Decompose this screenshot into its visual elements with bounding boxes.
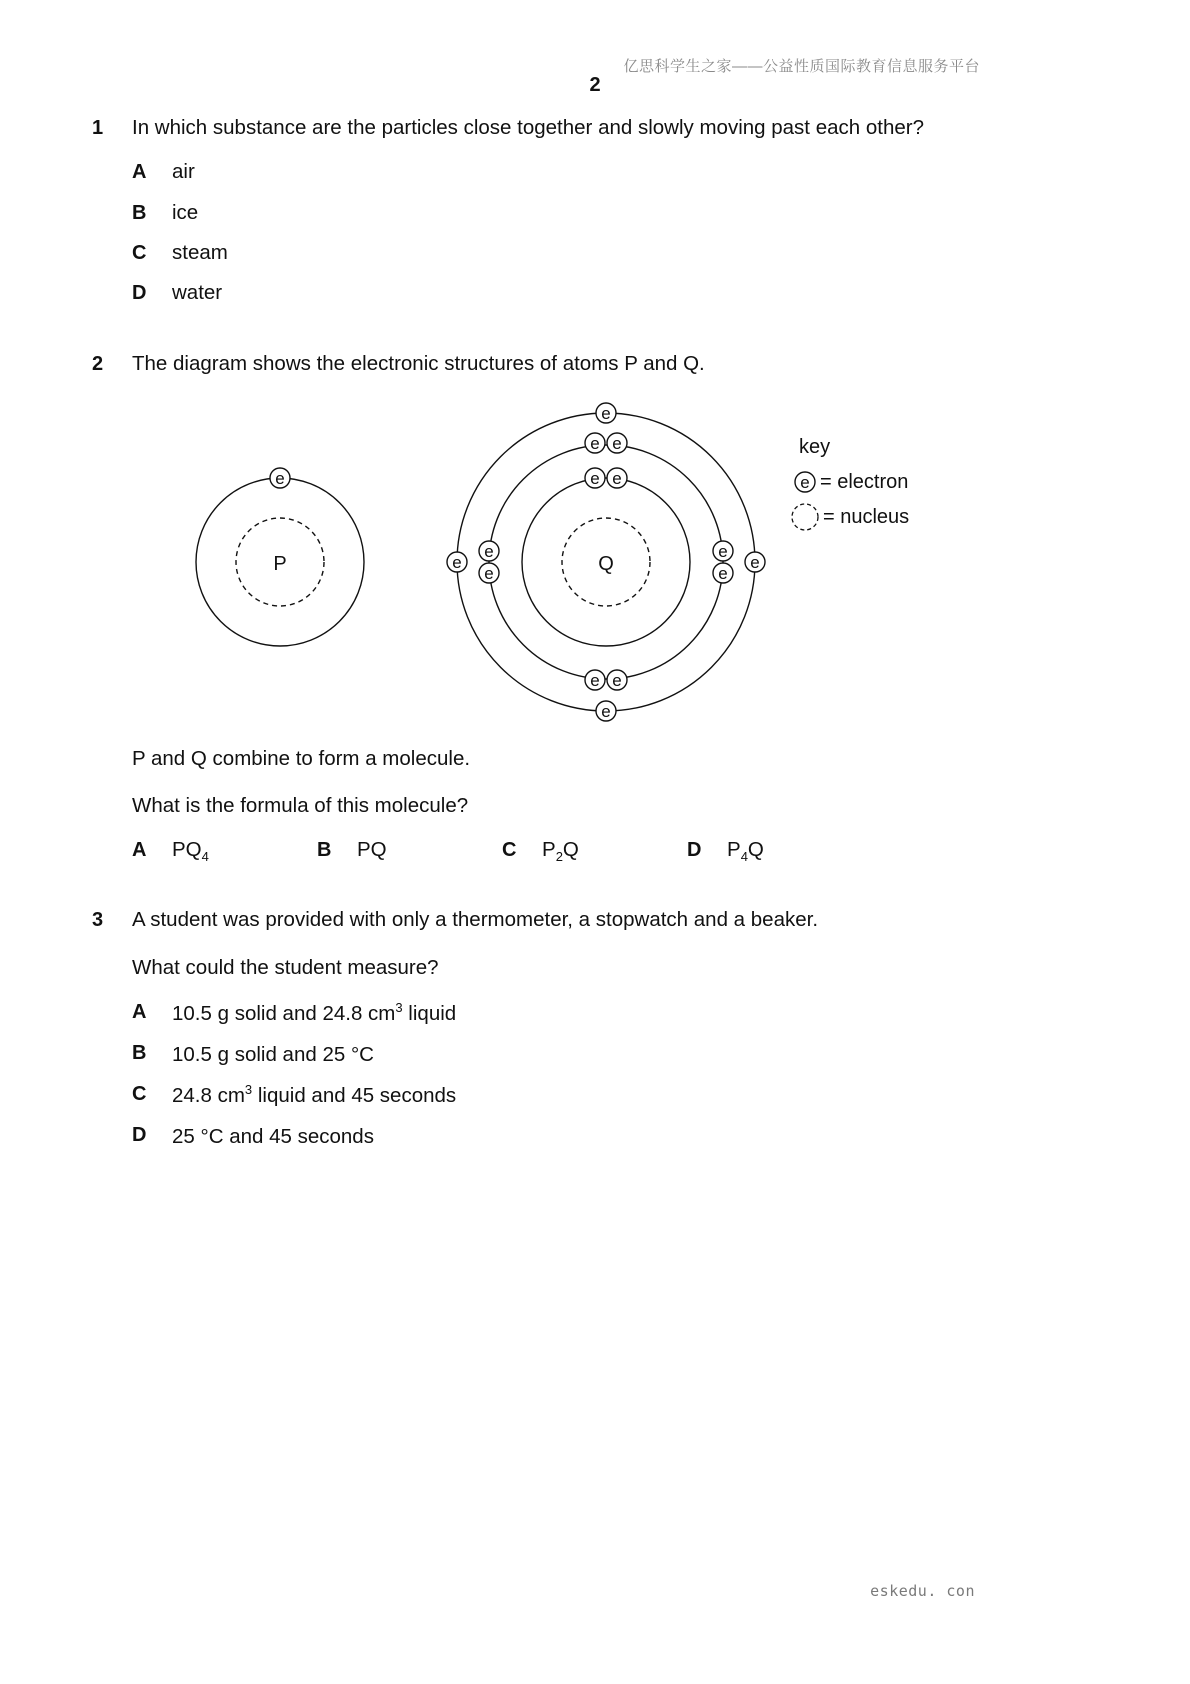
q2-option-c-text: $P_2Q$	[542, 838, 579, 865]
atom-p-label: P	[273, 553, 287, 575]
electron	[607, 468, 627, 488]
q3-option-d-letter: D	[132, 1124, 147, 1146]
q1-option-a-text: air	[172, 160, 195, 183]
svg-text:e: e	[275, 469, 285, 488]
q3-option-d-text: 25 °C and 45 seconds	[172, 1124, 374, 1148]
q2-option-a-text: $PQ_4$	[172, 838, 209, 865]
electron	[596, 403, 616, 423]
electron	[447, 552, 467, 572]
header-watermark: 亿思科学生之家——公益性质国际教育信息服务平台	[623, 58, 980, 75]
key-nucleus-symbol	[792, 504, 818, 530]
svg-text:e: e	[718, 564, 728, 583]
electron	[270, 468, 290, 488]
svg-text:e: e	[750, 553, 760, 572]
q3-option-a-text: 10.5 g solid and 24.8 $cm^3$ liquid	[172, 1000, 457, 1025]
svg-text:e: e	[800, 473, 810, 492]
question-2-line2: What is the formula of this molecule?	[132, 794, 469, 817]
electron	[596, 701, 616, 721]
q1-option-b-letter: B	[132, 202, 147, 224]
svg-text:e: e	[612, 671, 622, 690]
q1-option-c-letter: C	[132, 242, 147, 264]
page-number: 2	[589, 74, 601, 96]
svg-text:e: e	[590, 469, 600, 488]
svg-text:e: e	[484, 564, 494, 583]
svg-text:e: e	[718, 542, 728, 561]
q2-option-b-text: PQ	[357, 838, 387, 861]
electron	[745, 552, 765, 572]
svg-text:e: e	[452, 553, 462, 572]
electron	[713, 541, 733, 561]
q3-option-b-letter: B	[132, 1042, 147, 1064]
electron	[585, 468, 605, 488]
svg-text:e: e	[590, 434, 600, 453]
q1-option-a-letter: A	[132, 161, 147, 183]
svg-text:e: e	[590, 671, 600, 690]
q2-option-d-text: $P_4Q$	[727, 838, 764, 865]
svg-text:e: e	[484, 542, 494, 561]
q1-option-d-letter: D	[132, 282, 147, 304]
q1-option-b-text: ice	[172, 201, 199, 224]
electron	[585, 670, 605, 690]
question-3-line2: What could the student measure?	[132, 956, 439, 979]
footer-site: eskedu. con	[870, 1582, 975, 1600]
question-3-number: 3	[92, 909, 104, 931]
electron	[479, 563, 499, 583]
electronic-structure-diagram	[180, 395, 960, 735]
svg-text:e: e	[612, 469, 622, 488]
question-3-text: A student was provided with only a thermometer, a stopwatch and a beaker.	[132, 908, 819, 931]
question-1-text: In which substance are the particles close together and slowly moving past each other?	[132, 116, 924, 139]
key-electron-label: = electron	[820, 471, 909, 493]
question-2-line1: P and Q combine to form a molecule.	[132, 747, 471, 770]
question-2-text: The diagram shows the electronic structures of atoms P and Q.	[132, 352, 705, 375]
q2-option-c-letter: C	[502, 839, 517, 861]
electron	[479, 541, 499, 561]
q3-option-b-text: 10.5 g solid and 25 °C	[172, 1042, 374, 1066]
q2-option-a-letter: A	[132, 839, 147, 861]
q2-option-b-letter: B	[317, 839, 332, 861]
key-electron-symbol	[795, 472, 815, 492]
question-2-number: 2	[92, 353, 104, 375]
question-1-number: 1	[92, 117, 104, 139]
key-title: key	[799, 436, 831, 458]
electron	[607, 433, 627, 453]
electron	[585, 433, 605, 453]
atom-q-label: Q	[598, 553, 614, 575]
q3-option-c-text: 24.8 $cm^3$ liquid and 45 seconds	[172, 1082, 457, 1107]
key-nucleus-label: = nucleus	[823, 506, 910, 528]
q1-option-d-text: water	[172, 281, 223, 304]
q2-option-d-letter: D	[687, 839, 702, 861]
electron	[713, 563, 733, 583]
electron	[607, 670, 627, 690]
svg-text:e: e	[601, 702, 611, 721]
svg-text:e: e	[612, 434, 622, 453]
svg-text:e: e	[601, 404, 611, 423]
q3-option-a-letter: A	[132, 1001, 147, 1023]
q3-option-c-letter: C	[132, 1083, 147, 1105]
q1-option-c-text: steam	[172, 241, 228, 264]
